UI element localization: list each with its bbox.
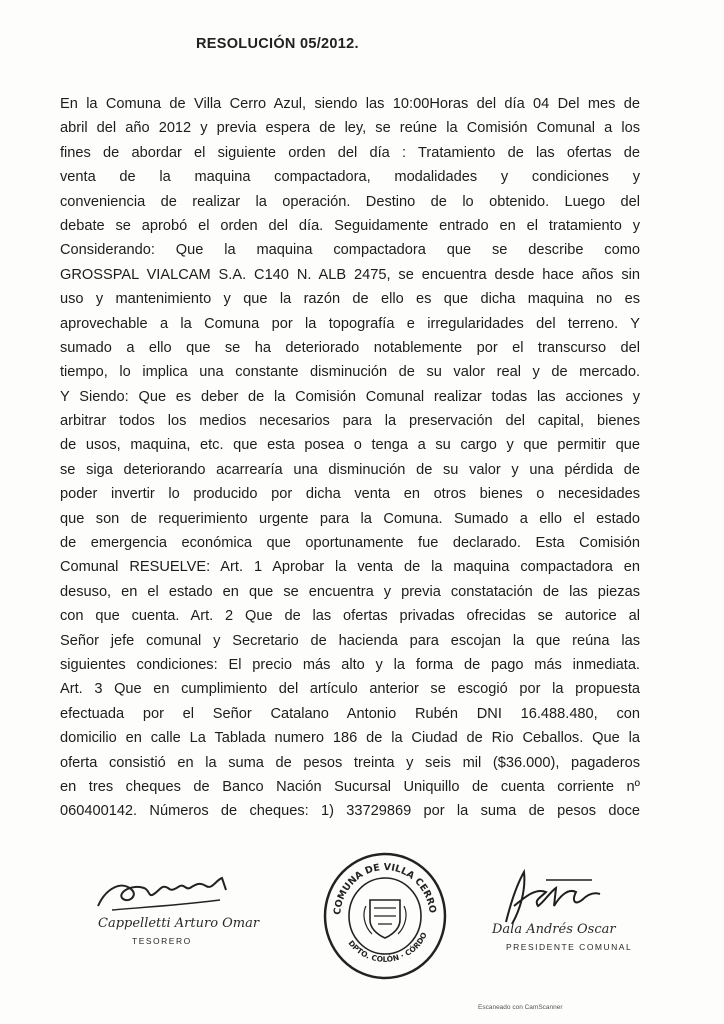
president-signature-block — [476, 884, 646, 974]
treasurer-signature-block — [92, 866, 272, 956]
body-line: Considerando: Que la maquina compactadora que se describe como — [60, 242, 640, 259]
body-line: siguientes condiciones: El precio más alto y la forma de pago más inmediata. — [60, 656, 640, 673]
body-line: de usos, maquina, etc. que esta posea o tenga a su cargo y que permitir que — [60, 437, 640, 454]
body-line: Señor jefe comunal y Secretario de hacienda para escojan la que reúna las — [60, 632, 640, 649]
body-line: conveniencia de realizar la operación. Destino de lo obtenido. Luego del — [60, 193, 640, 210]
president-role: PRESIDENTE COMUNAL — [506, 942, 633, 952]
body-line: En la Comuna de Villa Cerro Azul, siendo las 10:00Horas del día 04 Del mes de — [60, 96, 640, 112]
body-line: con que cuenta. Art. 2 Que de las ofertas privadas ofrecidas se autorice al — [60, 608, 640, 625]
body-line: debate se aprobó el orden del día. Seguidamente entrado en el tratamiento y — [60, 217, 640, 234]
body-line: en tres cheques de Banco Nación Sucursal Uniquillo de cuenta corriente nº — [60, 778, 640, 795]
seal-icon — [322, 848, 448, 980]
president-name: Dala Andrés Oscar — [492, 922, 616, 937]
body-line: Comunal RESUELVE: Art. 1 Aprobar la venta de la maquina compactadora en — [60, 559, 640, 576]
body-line: que son de requerimiento urgente para la Comuna. Sumado a ello el estado — [60, 510, 640, 527]
body-line: uso y mantenimiento y que la razón de ello es que dicha maquina no es — [60, 291, 640, 308]
document-body — [60, 92, 640, 824]
treasurer-name: Cappelletti Arturo Omar — [98, 916, 260, 931]
official-seal — [322, 848, 448, 980]
body-line: poder invertir lo producido por dicha venta en otros bienes o necesidades — [60, 486, 640, 503]
treasurer-role: TESORERO — [132, 936, 192, 946]
seal-top-text: COMUNA DE VILLA CERRO — [332, 861, 438, 916]
body-line: GROSSPAL VIALCAM S.A. C140 N. ALB 2475, se encuentra desde hace años sin — [60, 266, 640, 283]
body-line: domicilio en calle La Tablada numero 186 de la Ciudad de Rio Ceballos. Que la — [60, 730, 640, 747]
body-line: aprovechable a la Comuna por la topografía e irregularidades del terreno. Y — [60, 315, 640, 332]
body-line: se siga deteriorando acarrearía una disminución de su valor y una pérdida de — [60, 461, 640, 478]
body-line: Art. 3 Que en cumplimiento del artículo anterior se escogió por la propuesta — [60, 681, 640, 698]
document-title: RESOLUCIÓN 05/2012. — [196, 36, 359, 52]
scanner-footer: Escaneado con CamScanner — [478, 1004, 563, 1011]
handwritten-signature-icon — [476, 866, 646, 926]
handwritten-signature-icon — [92, 866, 272, 916]
body-line: efectuada por el Señor Catalano Antonio Rubén DNI 16.488.480, con — [60, 705, 640, 722]
seal-bottom-text: DPTO. COLÓN · CÓRDO — [346, 930, 429, 964]
body-line: de emergencia económica que oportunamente fue declarado. Esta Comisión — [60, 535, 640, 552]
body-line: fines de abordar el siguiente orden del día : Tratamiento de las ofertas de — [60, 144, 640, 161]
body-line: Y Siendo: Que es deber de la Comisión Comunal realizar todas las acciones y — [60, 388, 640, 405]
body-line: desuso, en el estado en que se encuentra y previa constatación de las piezas — [60, 583, 640, 600]
body-line: arbitrar todos los medios necesarios para la preservación del capital, bienes — [60, 413, 640, 430]
body-line: 060400142. Números de cheques: 1) 33729869 por la suma de pesos doce — [60, 803, 640, 820]
body-line: sumado a ello que se ha deteriorado notablemente por el transcurso del — [60, 339, 640, 356]
body-line: oferta consistió en la suma de pesos treinta y seis mil ($36.000), pagaderos — [60, 754, 640, 771]
body-line: abril del año 2012 y previa espera de ley, se reúne la Comisión Comunal a los — [60, 120, 640, 137]
body-line: venta de la maquina compactadora, modalidades y condiciones y — [60, 169, 640, 186]
body-line: tiempo, lo implica una constante disminución de su valor real y de mercado. — [60, 364, 640, 381]
